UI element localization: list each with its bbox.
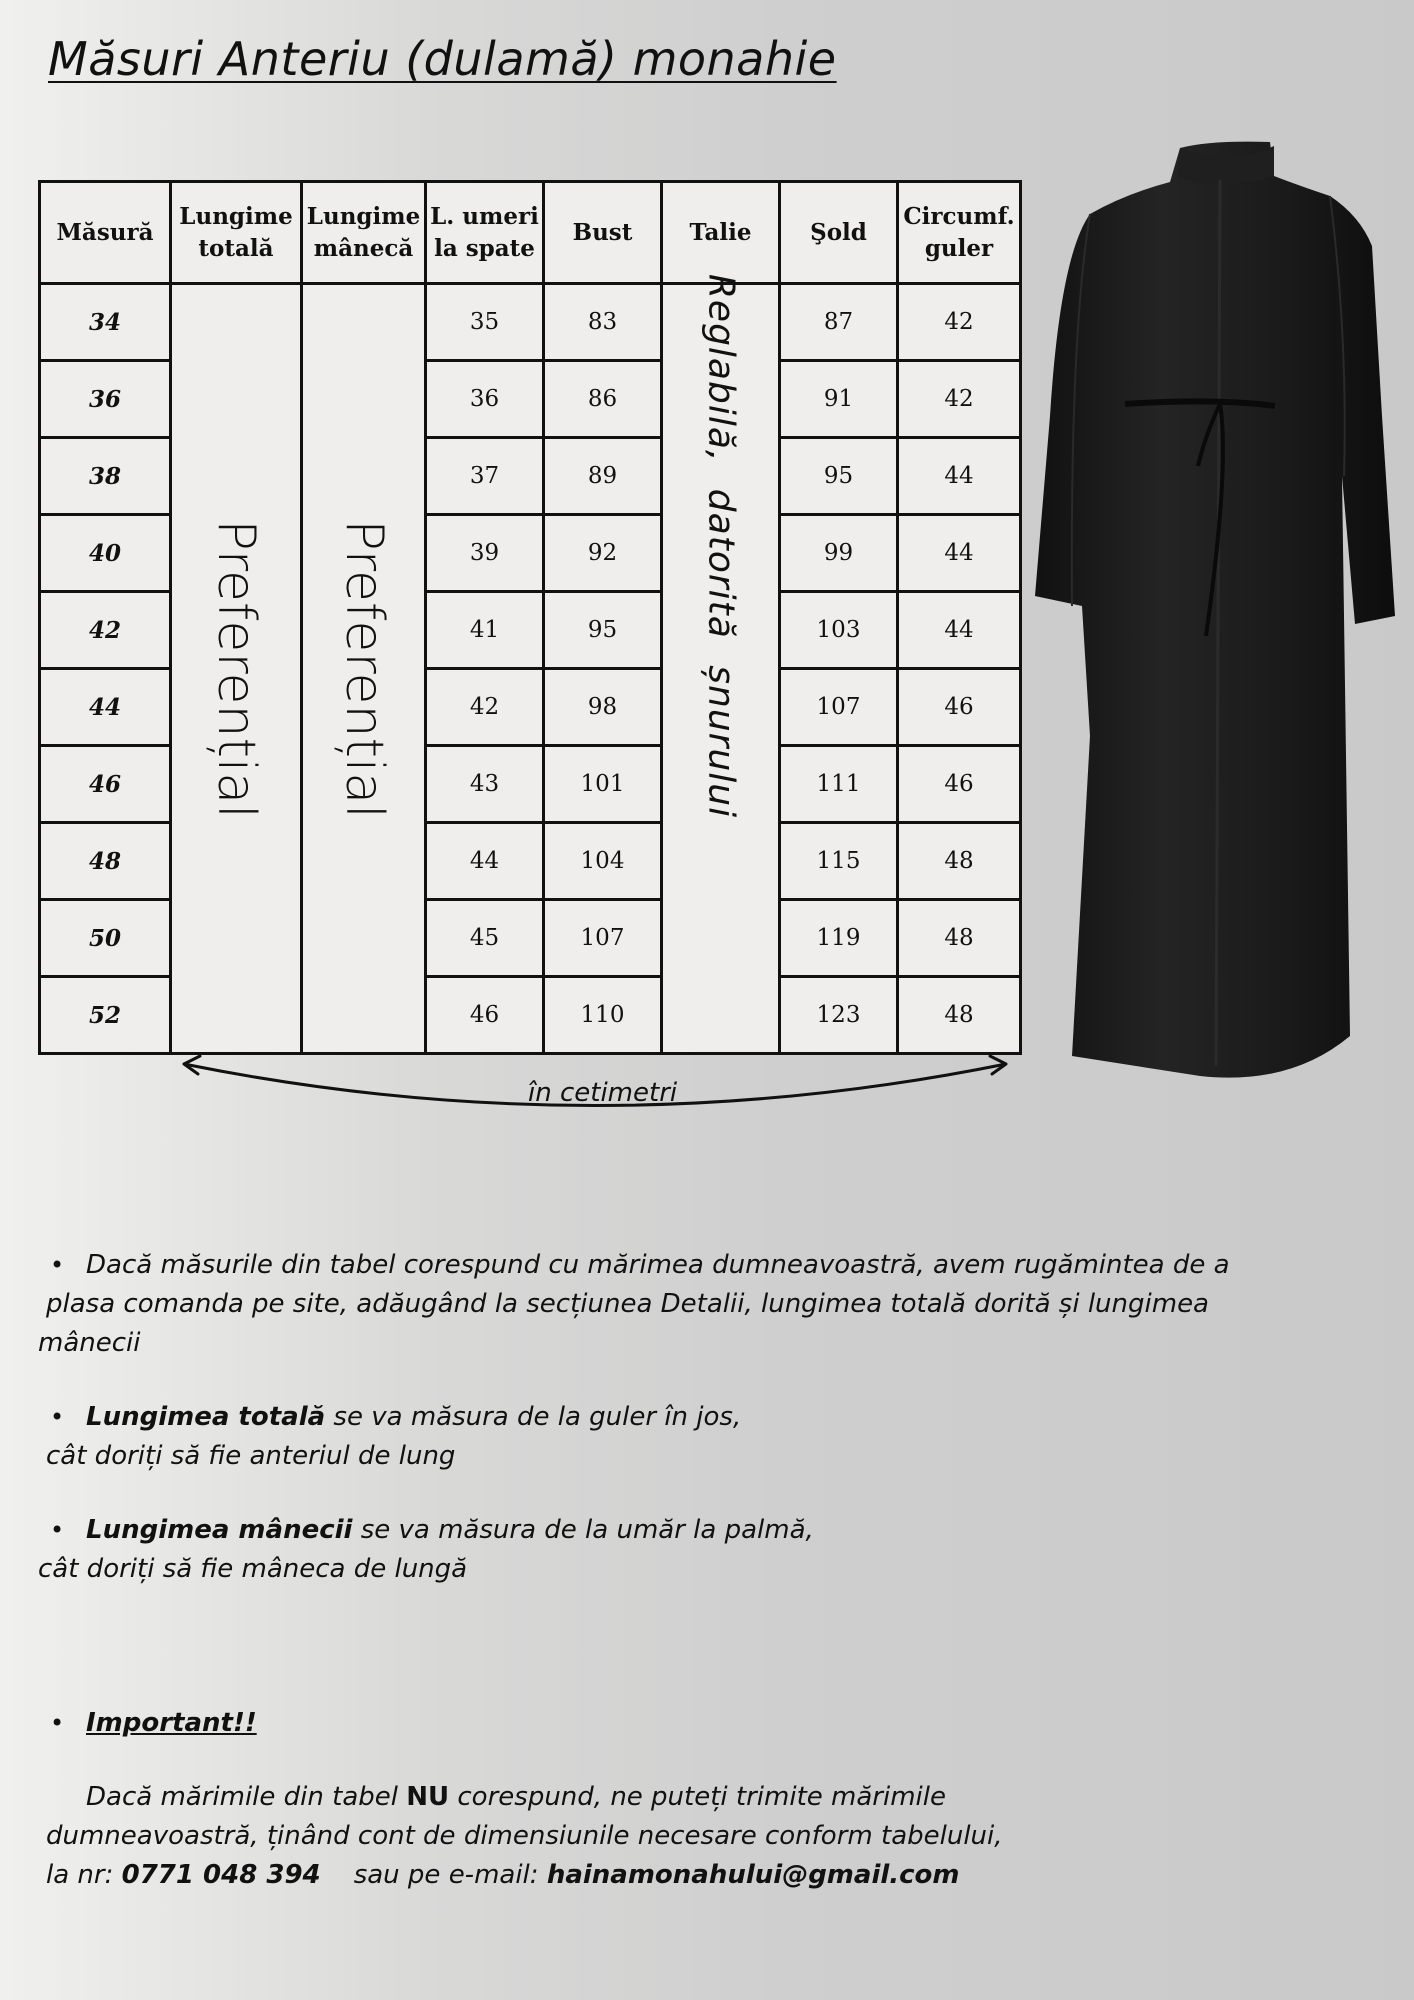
note3-bold: Lungimea mânecii	[86, 1515, 353, 1545]
contact-nu: NU	[406, 1782, 450, 1812]
column-header	[780, 182, 898, 284]
merged-sleeve-length	[302, 284, 426, 1054]
table-body	[40, 273, 1021, 1054]
cell-size: 34	[40, 284, 171, 361]
merged-waist-text: Reglabilă, datorită șnurului	[700, 273, 741, 818]
cell-hip: 91	[780, 361, 898, 438]
cell-collar: 48	[898, 900, 1021, 977]
column-header	[302, 182, 426, 284]
cell-collar: 44	[898, 438, 1021, 515]
email-address[interactable]: hainamonahului@gmail.com	[546, 1860, 960, 1890]
column-header-line: Bust	[572, 218, 633, 246]
cell-hip: 119	[780, 900, 898, 977]
cell-bust: 101	[544, 746, 662, 823]
cell-shoulders: 45	[426, 900, 544, 977]
merged-total-length	[171, 284, 302, 1054]
cell-hip: 103	[780, 592, 898, 669]
merged-waist	[662, 273, 780, 1054]
cell-bust: 95	[544, 592, 662, 669]
cell-hip: 87	[780, 284, 898, 361]
column-header-line: Măsură	[56, 218, 154, 246]
page-title: Măsuri Anteriu (dulamă) monahie	[48, 32, 837, 86]
table-header-row	[40, 182, 1021, 284]
cell-hip: 107	[780, 669, 898, 746]
cell-collar: 46	[898, 746, 1021, 823]
cell-size: 40	[40, 515, 171, 592]
column-header-line: Şold	[810, 218, 867, 246]
column-header	[544, 182, 662, 284]
note3-rest: se va măsura de la umăr la palmă,	[360, 1515, 814, 1545]
note1-line1: Dacă măsurile din tabel corespund cu mărimea dumneavoastră, avem rugămintea de a	[86, 1250, 1230, 1280]
note2-bold: Lungimea totală	[86, 1402, 326, 1432]
cell-size: 48	[40, 823, 171, 900]
cell-hip: 123	[780, 977, 898, 1054]
cell-shoulders: 36	[426, 361, 544, 438]
cell-size: 36	[40, 361, 171, 438]
column-header-line: Lungime	[179, 203, 293, 231]
cell-size: 50	[40, 900, 171, 977]
cell-bust: 92	[544, 515, 662, 592]
contact-line2: dumneavoastră, ținând cont de dimensiunile necesare conform tabelului,	[46, 1821, 1003, 1851]
column-header	[426, 182, 544, 284]
cell-collar: 48	[898, 823, 1021, 900]
cell-collar: 44	[898, 515, 1021, 592]
cell-bust: 104	[544, 823, 662, 900]
important-label: Important!!	[86, 1708, 257, 1738]
cell-hip: 115	[780, 823, 898, 900]
merged-sleeve-length-text: Preferențial	[333, 518, 394, 819]
cell-size: 42	[40, 592, 171, 669]
cell-shoulders: 43	[426, 746, 544, 823]
cassock-image	[1030, 136, 1414, 1086]
email-label: sau pe e-mail:	[353, 1860, 539, 1890]
note1-line3: mânecii	[38, 1328, 141, 1358]
column-header-line: Circumf.	[903, 203, 1015, 231]
column-header-line: Talie	[689, 218, 752, 246]
cell-shoulders: 35	[426, 284, 544, 361]
contact-text-post: corespund, ne puteți trimite mărimile	[457, 1782, 946, 1812]
note-order-instructions	[38, 1246, 1338, 1363]
cell-hip: 99	[780, 515, 898, 592]
cell-size: 44	[40, 669, 171, 746]
cell-shoulders: 42	[426, 669, 544, 746]
note3-line2: cât doriți să fie mâneca de lungă	[38, 1554, 468, 1584]
column-header-line: L. umeri	[430, 203, 539, 231]
cell-collar: 42	[898, 284, 1021, 361]
cell-collar: 46	[898, 669, 1021, 746]
cell-shoulders: 39	[426, 515, 544, 592]
contact-info	[38, 1778, 1338, 1895]
cell-shoulders: 44	[426, 823, 544, 900]
cell-size: 46	[40, 746, 171, 823]
cell-size: 38	[40, 438, 171, 515]
column-header-line: mânecă	[313, 234, 414, 262]
table-row	[40, 284, 1021, 361]
column-header-line: guler	[924, 234, 994, 262]
contact-text-pre: Dacă mărimile din tabel	[86, 1782, 398, 1812]
cell-shoulders: 41	[426, 592, 544, 669]
cell-hip: 111	[780, 746, 898, 823]
cell-bust: 98	[544, 669, 662, 746]
cell-size: 52	[40, 977, 171, 1054]
cell-bust: 110	[544, 977, 662, 1054]
cell-bust: 89	[544, 438, 662, 515]
cell-shoulders: 37	[426, 438, 544, 515]
column-header	[898, 182, 1021, 284]
column-header-line: totală	[198, 234, 274, 262]
column-header	[40, 182, 171, 284]
column-header	[662, 182, 780, 284]
cell-bust: 107	[544, 900, 662, 977]
cell-bust: 83	[544, 284, 662, 361]
note-important	[38, 1704, 1338, 1743]
note2-line2: cât doriți să fie anteriul de lung	[46, 1441, 456, 1471]
merged-total-length-text: Preferențial	[206, 518, 266, 819]
column-header-line: Lungime	[306, 203, 421, 231]
note2-rest: se va măsura de la guler în jos,	[333, 1402, 742, 1432]
cell-shoulders: 46	[426, 977, 544, 1054]
note-sleeve-length	[38, 1511, 1338, 1589]
note1-line2: plasa comanda pe site, adăugând la secțiunea Detalii, lungimea totală dorită și lungimea	[46, 1289, 1209, 1319]
notes-section	[38, 1246, 1338, 1895]
cell-collar: 48	[898, 977, 1021, 1054]
cell-collar: 44	[898, 592, 1021, 669]
cell-hip: 95	[780, 438, 898, 515]
cell-collar: 42	[898, 361, 1021, 438]
column-header	[171, 182, 302, 284]
size-table	[38, 180, 1022, 1055]
column-header-line: la spate	[434, 234, 535, 262]
phone-label: la nr:	[46, 1860, 114, 1890]
contact-line3	[46, 1856, 1338, 1895]
phone-number[interactable]: 0771 048 394	[121, 1860, 321, 1890]
note-total-length	[38, 1398, 1338, 1476]
unit-label: în cetimetri	[528, 1078, 678, 1108]
cell-bust: 86	[544, 361, 662, 438]
